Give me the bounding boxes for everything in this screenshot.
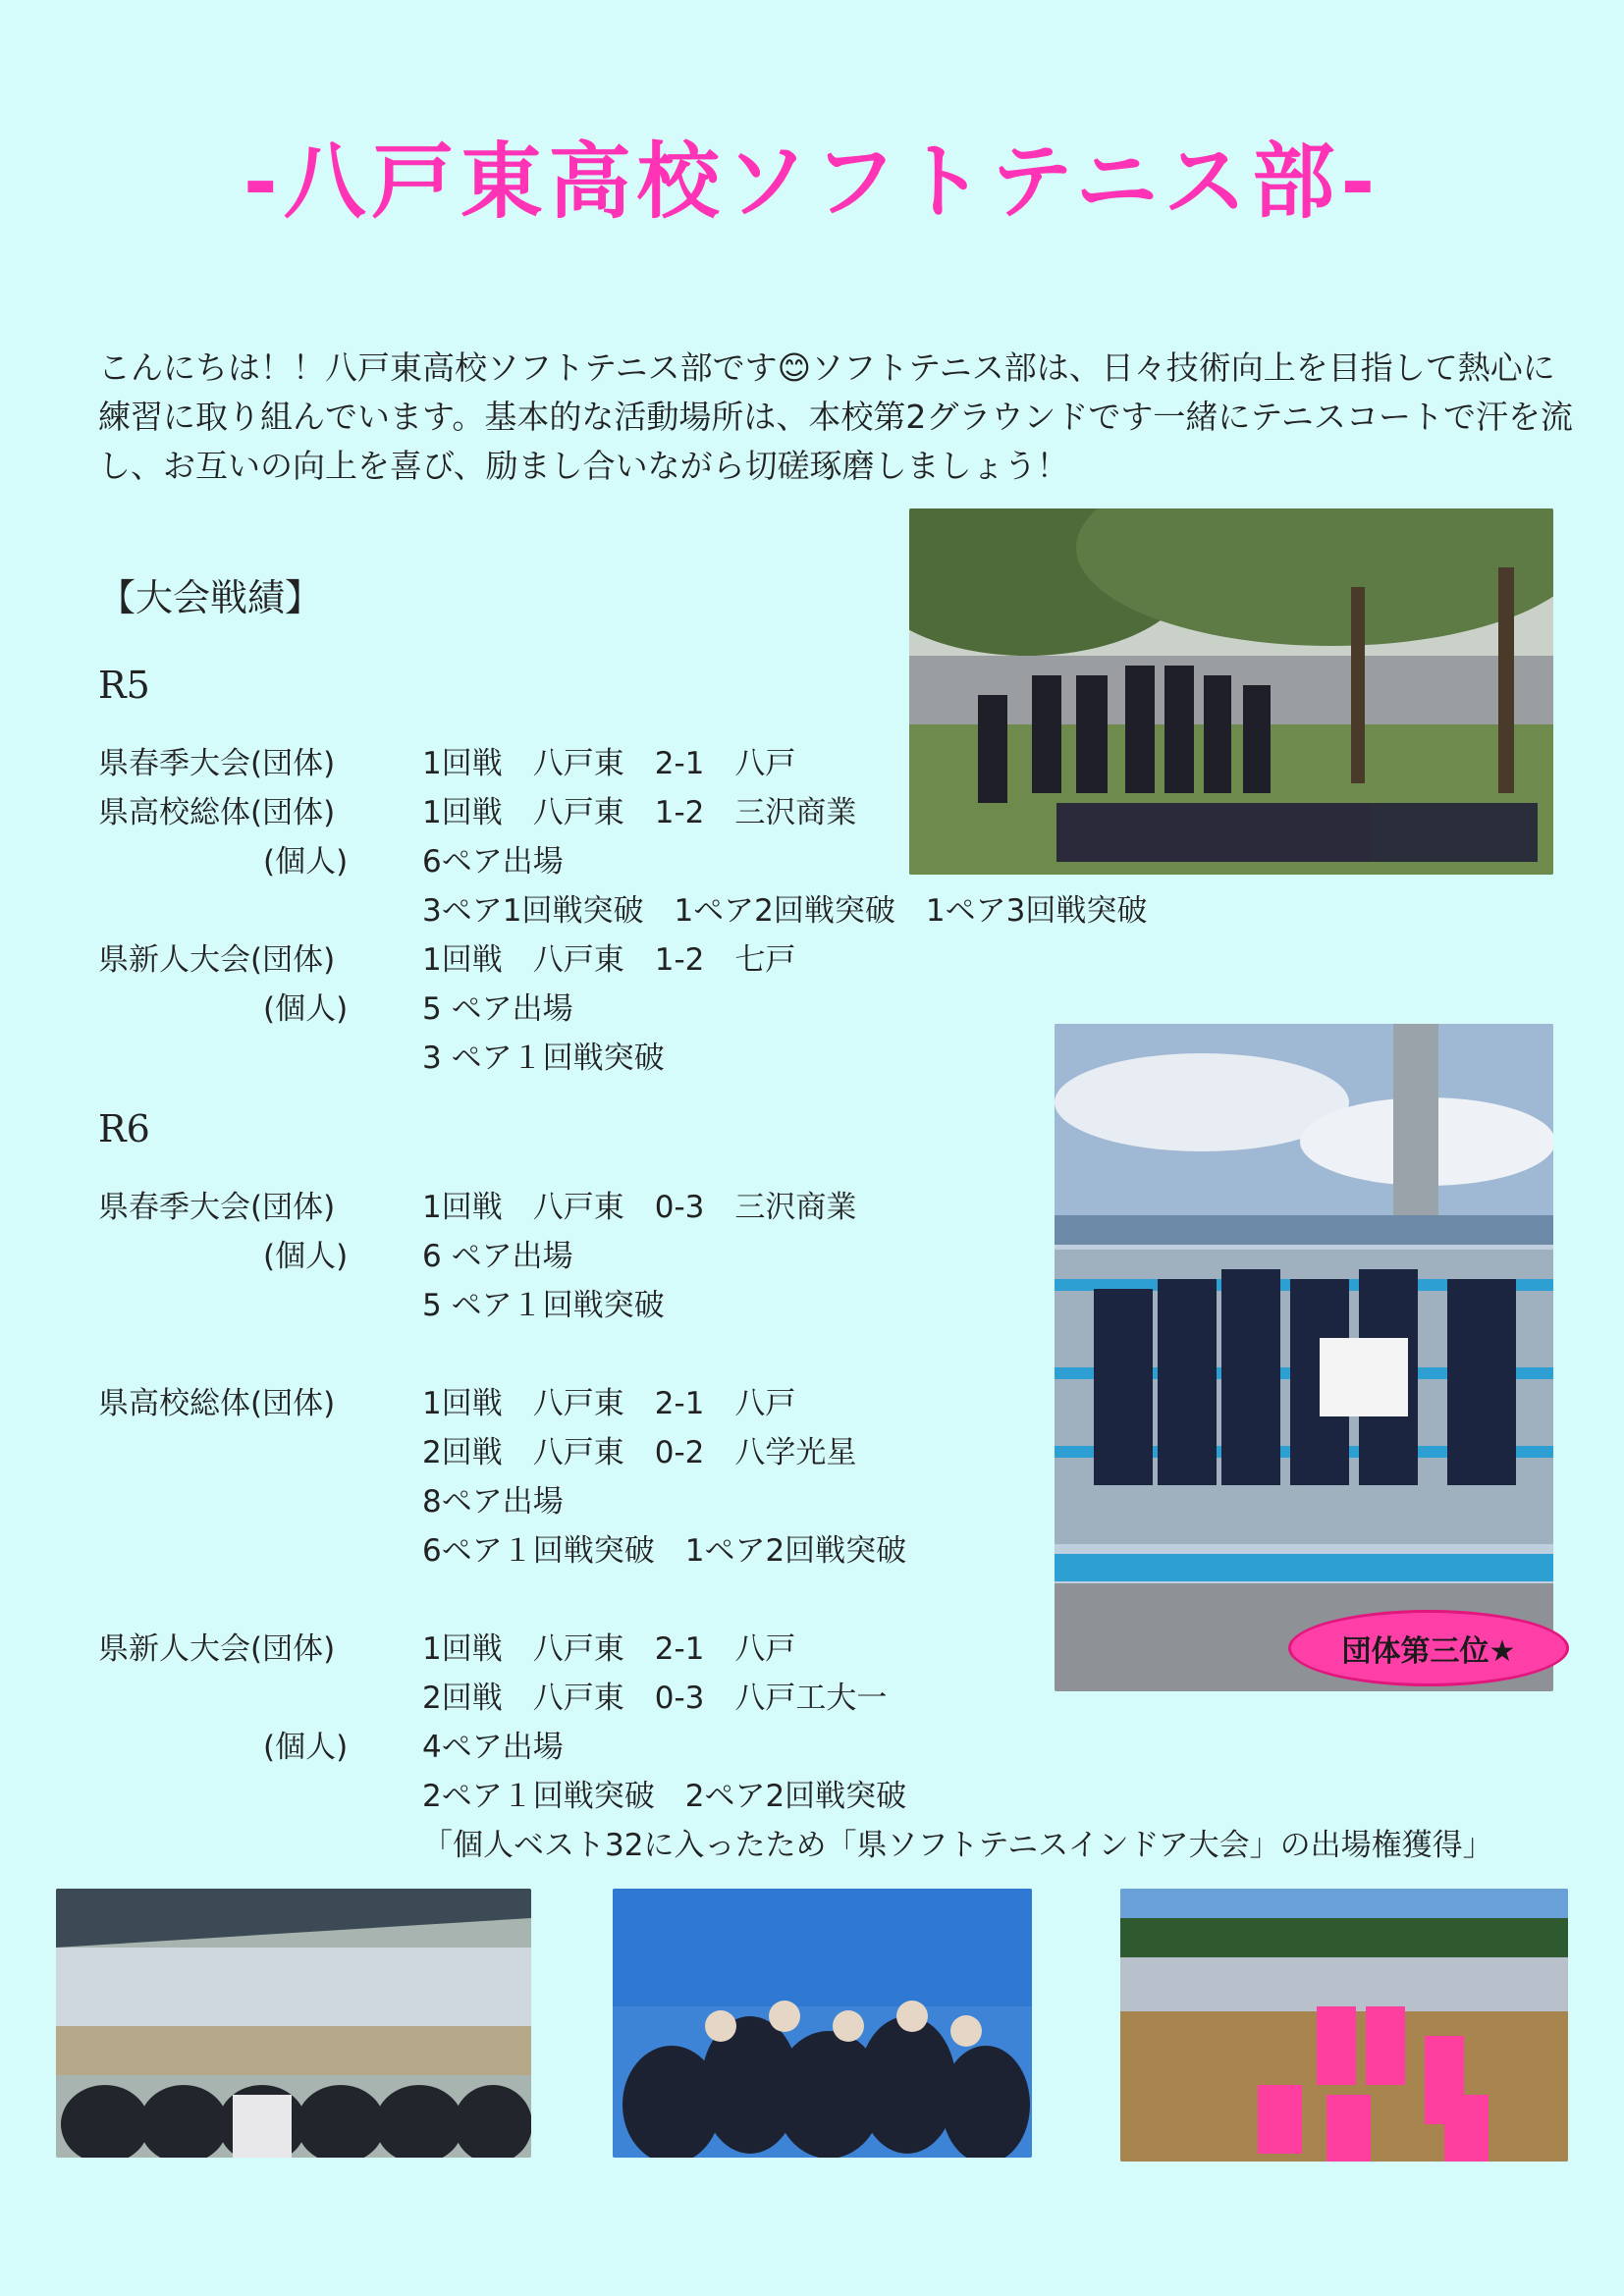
team-third-place-badge: 団体第三位★	[1288, 1610, 1569, 1686]
team-photo-court-pink	[1120, 1889, 1568, 2162]
intro-line: し、お互いの向上を喜び、励まし合いながら切磋琢磨しましょう！	[98, 447, 1069, 485]
intro-line: 練習に取り組んでいます。基本的な活動場所は、本校第2グラウンドです一緒にテニスコートで汗を流	[98, 398, 1574, 436]
team-photo-award	[1055, 1024, 1553, 1691]
year-label-r6: R6	[98, 1107, 150, 1150]
team-photo-sky	[613, 1889, 1032, 2158]
court-photo-spectators	[56, 1889, 531, 2158]
results-heading: 【大会戦績】	[98, 576, 323, 619]
intro-paragraph	[98, 344, 1574, 491]
year-label-r5: R5	[98, 664, 150, 707]
page-title: -八戸東高校ソフトテニス部-	[243, 133, 1381, 230]
team-photo-trees	[909, 508, 1553, 875]
intro-line: こんにちは！！八戸東高校ソフトテニス部です😊ソフトテニス部は、日々技術向上を目指して熱心に	[98, 348, 1555, 387]
